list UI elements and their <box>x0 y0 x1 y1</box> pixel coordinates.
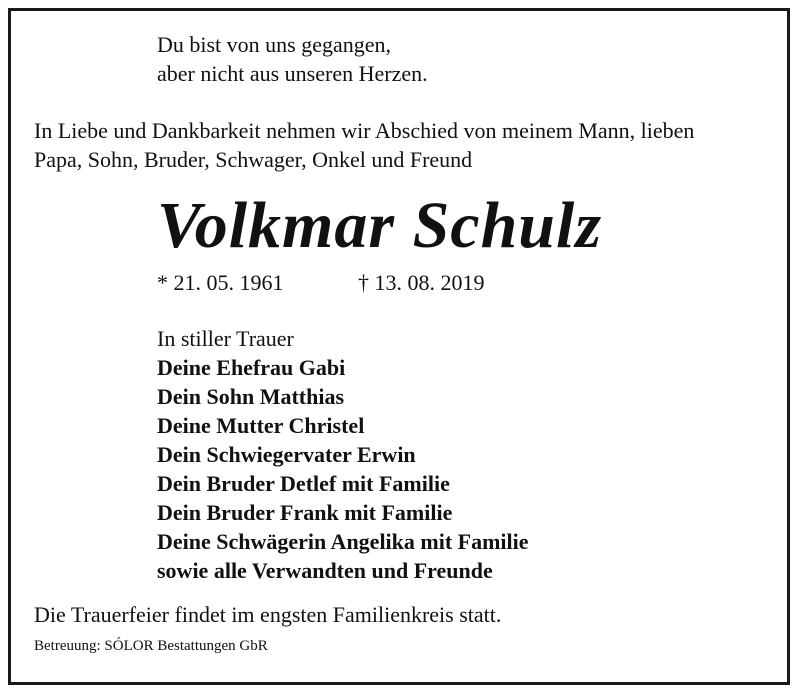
mourners-list <box>157 353 529 585</box>
verse-line: aber nicht aus unseren Herzen. <box>157 61 428 86</box>
mourner: Deine Ehefrau Gabi <box>157 355 346 380</box>
intro-line: In Liebe und Dankbarkeit nehmen wir Abschied von meinem Mann, lieben <box>34 118 695 143</box>
mourning-heading: In stiller Trauer <box>157 326 294 351</box>
death-date: † 13. 08. 2019 <box>358 270 485 295</box>
ceremony-note: Die Trauerfeier findet im engsten Familienkreis statt. <box>34 602 502 627</box>
intro-text <box>34 116 774 174</box>
mourner: Deine Schwägerin Angelika mit Familie <box>157 529 529 554</box>
mourner: sowie alle Verwandten und Freunde <box>157 558 493 583</box>
birth-date: * 21. 05. 1961 <box>157 270 284 295</box>
deceased-name: Volkmar Schulz <box>157 189 602 262</box>
mourner: Dein Schwiegervater Erwin <box>157 442 416 467</box>
mourner: Deine Mutter Christel <box>157 413 365 438</box>
verse-line: Du bist von uns gegangen, <box>157 32 392 57</box>
mourner: Dein Bruder Frank mit Familie <box>157 500 453 525</box>
funeral-home-credit: Betreuung: SÓLOR Bestattungen GbR <box>34 638 268 654</box>
intro-line: Papa, Sohn, Bruder, Schwager, Onkel und Freund <box>34 147 473 172</box>
verse <box>157 30 428 88</box>
mourner: Dein Bruder Detlef mit Familie <box>157 471 450 496</box>
mourner: Dein Sohn Matthias <box>157 384 345 409</box>
